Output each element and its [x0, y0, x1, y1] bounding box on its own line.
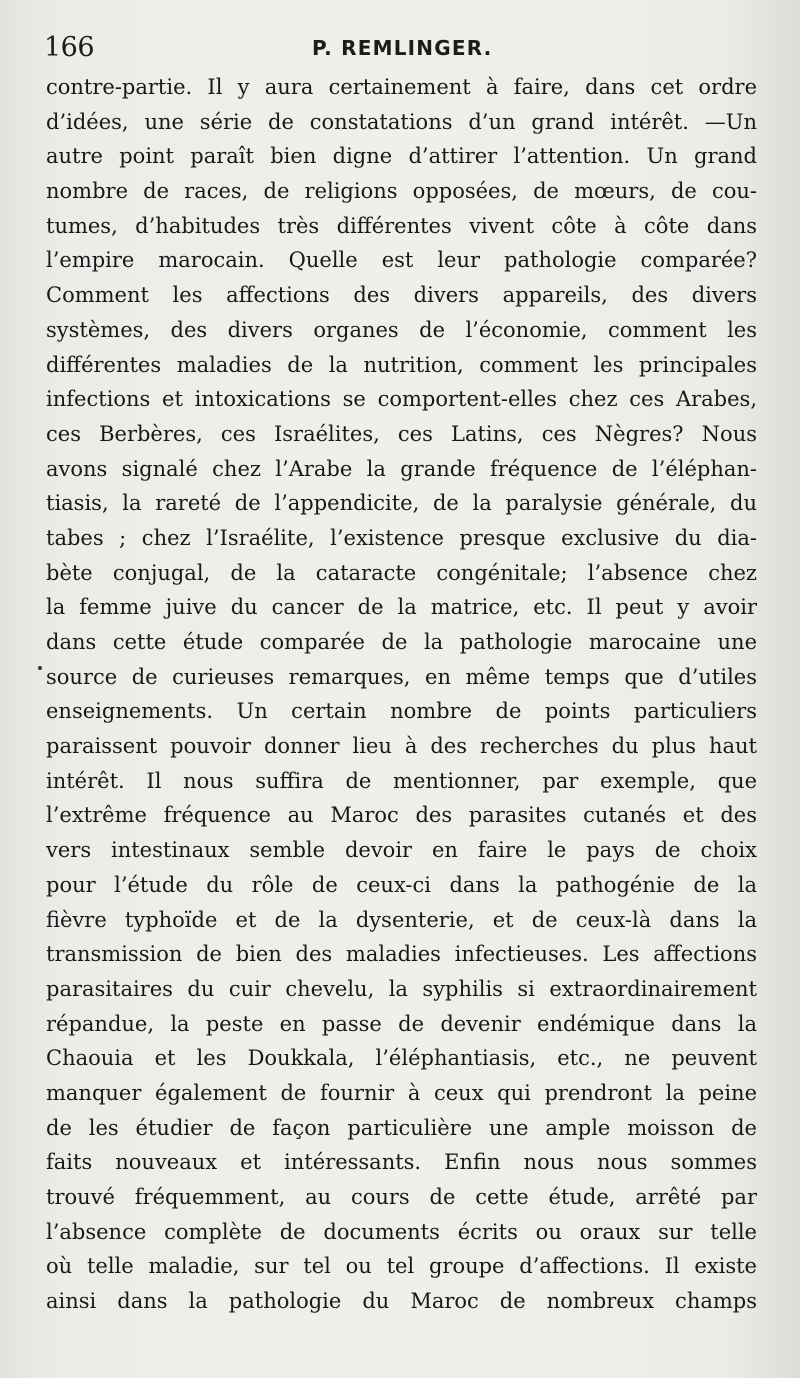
text-line: tumes, d’habitudes très différentes vivent côte à côte dans — [46, 213, 757, 238]
text-line: nombre de races, de religions opposées, de mœurs, de cou- — [46, 179, 757, 204]
text-line: l’extrême fréquence au Maroc des parasites cutanés et des — [46, 803, 757, 828]
running-head: P. REMLINGER. — [312, 36, 493, 60]
text-line: tabes ; chez l’Israélite, l’existence presque exclusive du dia- — [46, 525, 757, 550]
text-line: systèmes, des divers organes de l’économie, comment les — [46, 317, 757, 342]
text-line: ces Berbères, ces Israélites, ces Latins, ces Nègres? Nous — [46, 421, 757, 446]
text-line: ainsi dans la pathologie du Maroc de nombreux champs — [46, 1289, 757, 1314]
text-line: contre-partie. Il y aura certainement à faire, dans cet ordre — [46, 75, 757, 99]
text-line: vers intestinaux semble devoir en faire le pays de choix — [46, 838, 757, 863]
text-line: trouvé fréquemment, au cours de cette étude, arrêté par — [46, 1185, 757, 1209]
text-line: où telle maladie, sur tel ou tel groupe d’affections. Il existe — [46, 1254, 757, 1279]
text-line: la femme juive du cancer de la matrice, etc. Il peut y avoir — [46, 595, 757, 620]
text-line: infections et intoxications se comportent-elles chez ces Arabes, — [46, 387, 757, 412]
text-line: source de curieuses remarques, en même temps que d’utiles — [46, 664, 757, 689]
text-line: l’absence complète de documents écrits ou oraux sur telle — [46, 1219, 757, 1244]
body-text — [46, 70, 757, 1319]
text-line: répandue, la peste en passe de devenir endémique dans la — [46, 1011, 757, 1036]
text-line: parasitaires du cuir chevelu, la syphilis si extraordinairement — [46, 976, 757, 1001]
text-line: avons signalé chez l’Arabe la grande fréquence de l’éléphan- — [46, 456, 757, 481]
text-line: différentes maladies de la nutrition, comment les principales — [46, 352, 757, 377]
page-header — [44, 30, 760, 64]
text-line: autre point paraît bien digne d’attirer l’attention. Un grand — [46, 144, 757, 169]
margin-mark — [38, 666, 42, 670]
text-line: paraissent pouvoir donner lieu à des recherches du plus haut — [46, 734, 757, 759]
text-line: pour l’étude du rôle de ceux-ci dans la pathogénie de la — [46, 872, 757, 897]
text-line: Comment les affections des divers appareils, des divers — [46, 283, 757, 308]
text-line: tiasis, la rareté de l’appendicite, de la paralysie générale, du — [46, 491, 757, 516]
text-line: fièvre typhoïde et de la dysenterie, et de ceux-là dans la — [46, 907, 757, 932]
text-line: faits nouveaux et intéressants. Enfin nous nous sommes — [46, 1150, 757, 1175]
page-number: 166 — [44, 32, 95, 63]
text-line: transmission de bien des maladies infectieuses. Les affections — [46, 942, 757, 967]
text-line: dans cette étude comparée de la pathologie marocaine une — [46, 630, 757, 654]
text-line: intérêt. Il nous suffira de mentionner, par exemple, que — [46, 768, 757, 793]
text-line: Chaouia et les Doukkala, l’éléphantiasis, etc., ne peuvent — [46, 1046, 757, 1071]
text-line: l’empire marocain. Quelle est leur pathologie comparée? — [46, 248, 757, 273]
text-line: de les étudier de façon particulière une ample moisson de — [46, 1115, 757, 1140]
text-line: manquer également de fournir à ceux qui prendront la peine — [46, 1080, 757, 1105]
text-line: enseignements. Un certain nombre de points particuliers — [46, 699, 757, 724]
text-line: bète conjugal, de la cataracte congénitale; l’absence chez — [46, 560, 757, 585]
text-line: d’idées, une série de constatations d’un grand intérêt. —Un — [46, 109, 757, 134]
